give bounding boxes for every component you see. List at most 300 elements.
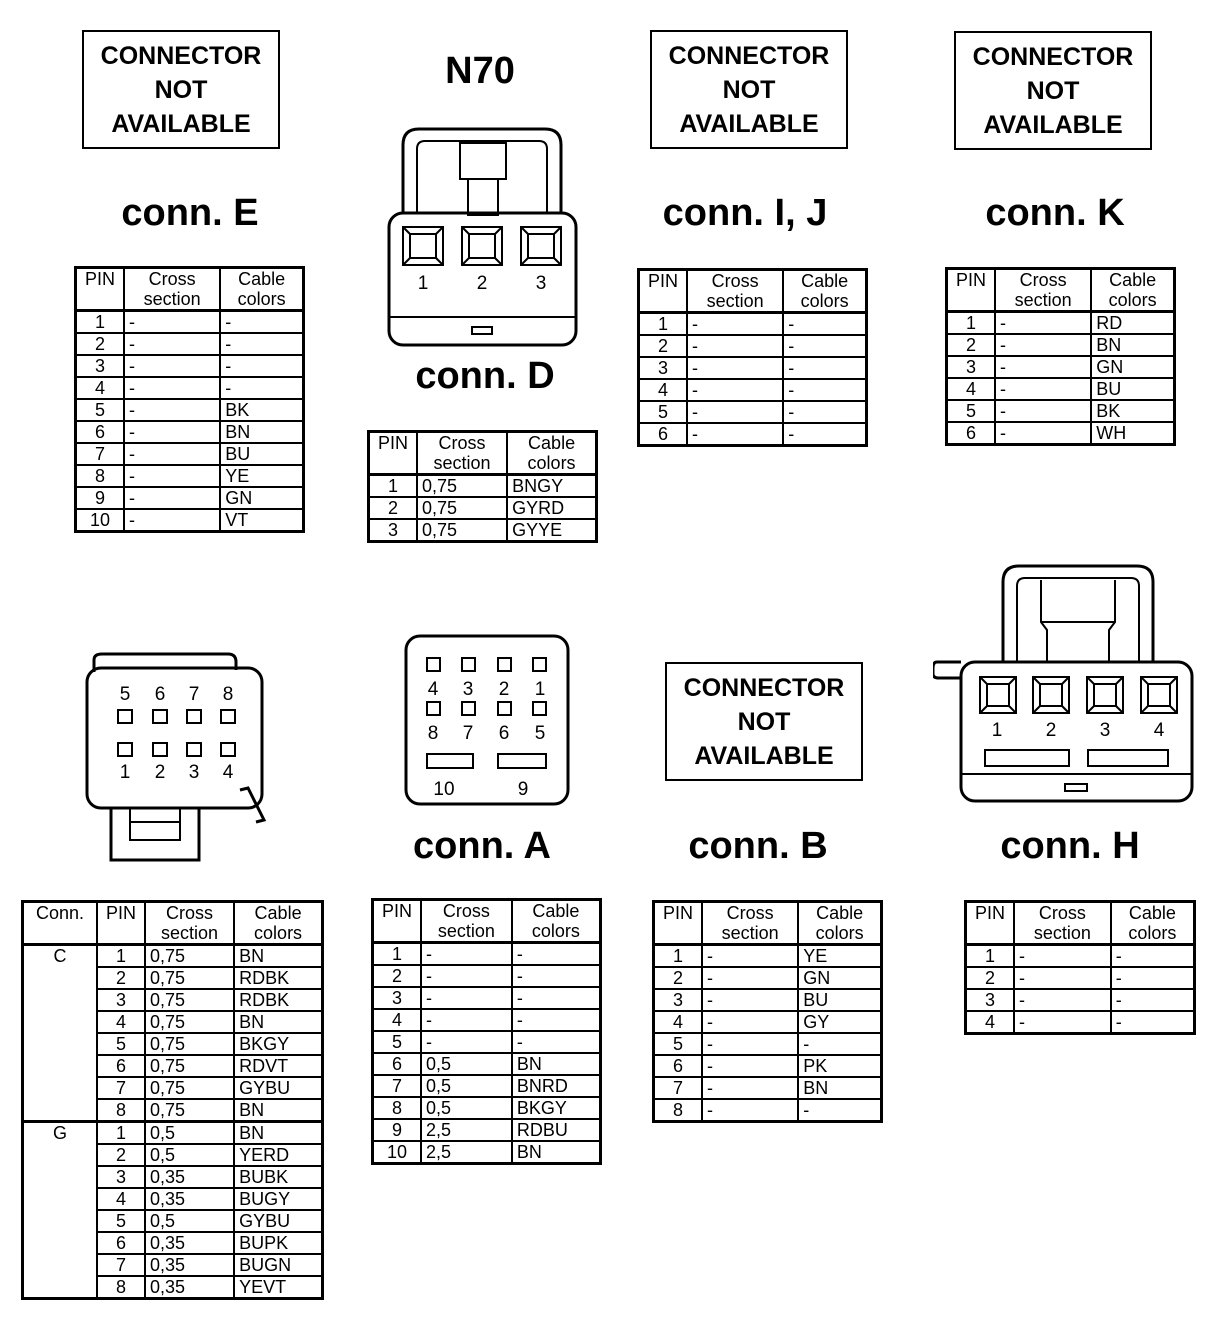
conn-d-title: conn. D <box>415 355 555 397</box>
header-line: Cross <box>148 269 196 289</box>
pin-cell: 8 <box>97 1276 145 1299</box>
cable-color-cell: GYBU <box>234 1210 322 1232</box>
cable-color-cell: YE <box>220 465 303 487</box>
table-header-row <box>76 268 304 311</box>
cable-colors-header <box>783 270 866 313</box>
table-row <box>947 356 1175 378</box>
pin-cell: 7 <box>654 1077 703 1099</box>
cross-section-cell: 0,5 <box>421 1097 512 1119</box>
na-line: AVAILABLE <box>983 110 1123 139</box>
cross-section-cell: - <box>124 399 220 421</box>
cable-color-cell: - <box>220 333 303 355</box>
pin-label: 1 <box>534 679 546 700</box>
pin-label: 5 <box>119 684 131 705</box>
table-row <box>654 1033 882 1055</box>
pin-cell: 1 <box>76 311 125 334</box>
cable-color-cell: RD <box>1091 312 1174 335</box>
cross-section-cell: - <box>124 421 220 443</box>
pin-cell: 3 <box>97 1166 145 1188</box>
na-line: AVAILABLE <box>111 109 251 138</box>
pin-label: 7 <box>188 684 200 705</box>
cross-section-cell: 0,5 <box>145 1122 234 1145</box>
table-row <box>639 357 867 379</box>
cable-color-cell: - <box>512 987 601 1009</box>
na-line: CONNECTOR <box>668 41 830 70</box>
cross-section-cell: 0,35 <box>145 1276 234 1299</box>
header-line: Cable <box>532 901 580 921</box>
table-row <box>639 379 867 401</box>
cross-section-cell: - <box>687 423 783 446</box>
pin-cell: 5 <box>947 400 996 422</box>
cable-color-cell: GN <box>798 967 881 989</box>
cable-color-cell: BK <box>1091 400 1174 422</box>
cross-section-cell: - <box>421 987 512 1009</box>
table-row <box>947 378 1175 400</box>
cable-color-cell: - <box>783 313 866 336</box>
pin-cell: 4 <box>966 1011 1015 1034</box>
pin-cell: 7 <box>76 443 125 465</box>
cross-section-cell: - <box>702 945 798 968</box>
cable-color-cell: GYYE <box>507 519 596 542</box>
cable-color-cell: BNRD <box>512 1075 601 1097</box>
pin-cell: 7 <box>373 1075 422 1097</box>
na-line: CONNECTOR <box>972 42 1134 71</box>
pin-cell: 8 <box>97 1099 145 1122</box>
pin-cell: 3 <box>947 356 996 378</box>
cross-section-cell: - <box>1014 967 1111 989</box>
conn-cg-pin-table <box>21 900 324 1300</box>
header-line: Cable <box>1128 903 1176 923</box>
table-row <box>76 311 304 334</box>
cross-section-cell: - <box>702 1011 798 1033</box>
cable-color-cell: - <box>512 1031 601 1053</box>
table-row <box>966 989 1195 1011</box>
table-row <box>654 1077 882 1099</box>
cable-color-cell: - <box>798 1033 881 1055</box>
cross-section-cell: - <box>702 1055 798 1077</box>
table-row <box>373 987 601 1009</box>
pin-cell: 3 <box>97 989 145 1011</box>
cable-color-cell: BK <box>220 399 303 421</box>
table-row <box>966 967 1195 989</box>
pin-cell: 6 <box>654 1055 703 1077</box>
pin-cell: 2 <box>97 967 145 989</box>
cable-color-cell: WH <box>1091 422 1174 445</box>
cable-color-cell: - <box>783 335 866 357</box>
pin-cell: 4 <box>639 379 688 401</box>
header-line: Cross <box>166 903 214 923</box>
cable-color-cell: - <box>1111 967 1195 989</box>
pin-cell: 3 <box>966 989 1015 1011</box>
pin-cell: 4 <box>97 1188 145 1210</box>
conn-d-pin-table <box>367 430 598 543</box>
pin-cell: 5 <box>373 1031 422 1053</box>
table-row <box>654 989 882 1011</box>
cable-color-cell: - <box>783 357 866 379</box>
pin-label: 1 <box>991 720 1003 741</box>
cable-color-cell: - <box>220 311 303 334</box>
cable-color-cell: BN <box>220 421 303 443</box>
pin-cell: 8 <box>76 465 125 487</box>
na-line: NOT <box>154 75 208 104</box>
cable-color-cell: BUGY <box>234 1188 322 1210</box>
cross-section-cell: 0,75 <box>145 989 234 1011</box>
cross-section-cell: - <box>687 401 783 423</box>
table-row <box>654 945 882 968</box>
header-line: section <box>161 923 219 943</box>
cable-color-cell: BN <box>234 1122 322 1145</box>
header-line: colors <box>1128 923 1177 943</box>
cross-section-cell: - <box>1014 945 1111 968</box>
cross-section-cell: 0,75 <box>417 475 507 498</box>
na-line: AVAILABLE <box>694 741 834 770</box>
table-row <box>369 497 597 519</box>
table-row <box>639 313 867 336</box>
pin-label: 4 <box>222 762 234 783</box>
conn-e-pin-table <box>74 266 305 533</box>
cross-section-cell: - <box>421 965 512 987</box>
cross-section-cell: - <box>995 400 1091 422</box>
pin-cell: 5 <box>97 1033 145 1055</box>
cross-section-cell: 0,35 <box>145 1232 234 1254</box>
cable-color-cell: YERD <box>234 1144 322 1166</box>
cable-color-cell: BUPK <box>234 1232 322 1254</box>
na-line: NOT <box>722 75 776 104</box>
table-row <box>654 1011 882 1033</box>
pin-label: 3 <box>1099 720 1111 741</box>
table-header-row <box>947 269 1175 312</box>
pin-label: 4 <box>427 679 439 700</box>
pin-cell: 7 <box>97 1077 145 1099</box>
cable-color-cell: BN <box>512 1141 601 1164</box>
header-line: Cross <box>1019 270 1067 290</box>
cross-section-cell: - <box>702 1099 798 1122</box>
pin-cell: 2 <box>966 967 1015 989</box>
pin-cell: 5 <box>639 401 688 423</box>
pin-cell: 1 <box>97 1122 145 1145</box>
conn-b-title: conn. B <box>688 825 828 867</box>
conn-k-pin-table <box>945 267 1176 446</box>
cable-color-cell: GN <box>1091 356 1174 378</box>
pin-cell: 6 <box>97 1232 145 1254</box>
cable-color-cell: VT <box>220 509 303 532</box>
connector-h-diagram <box>933 562 1198 807</box>
pin-cell: 5 <box>97 1210 145 1232</box>
cable-color-cell: BKGY <box>234 1033 322 1055</box>
na-line: AVAILABLE <box>679 109 819 138</box>
connector-not-available-e <box>82 30 280 149</box>
cross-section-cell: 0,75 <box>417 519 507 542</box>
table-row <box>373 943 601 966</box>
cross-section-cell: - <box>421 943 512 966</box>
pin-cell: 2 <box>369 497 418 519</box>
conn-e-title: conn. E <box>121 192 259 234</box>
pin-cell: 1 <box>373 943 422 966</box>
cable-color-cell: - <box>512 965 601 987</box>
pin-label: 9 <box>517 779 529 800</box>
pin-label: 10 <box>433 779 455 800</box>
pin-label: 4 <box>1153 720 1165 741</box>
cross-section-cell: 0,35 <box>145 1254 234 1276</box>
table-row <box>76 465 304 487</box>
table-row <box>373 1119 601 1141</box>
na-line: CONNECTOR <box>100 41 262 70</box>
table-row <box>639 423 867 446</box>
cross-section-cell: - <box>995 356 1091 378</box>
table-row <box>76 399 304 421</box>
table-header-row <box>654 902 882 945</box>
table-row <box>76 421 304 443</box>
pin-cell: 6 <box>373 1053 422 1075</box>
cross-section-header <box>1014 902 1111 945</box>
cable-colors-header <box>1091 269 1174 312</box>
cable-color-cell: - <box>798 1099 881 1122</box>
cross-section-cell: - <box>1014 989 1111 1011</box>
cable-colors-header <box>798 902 881 945</box>
pin-label: 2 <box>154 762 166 783</box>
cross-section-cell: 0,75 <box>145 1077 234 1099</box>
pin-cell: 1 <box>639 313 688 336</box>
table-row <box>947 312 1175 335</box>
cross-section-cell: - <box>124 333 220 355</box>
cable-color-cell: BU <box>1091 378 1174 400</box>
conn-group-cell: C <box>23 945 98 1122</box>
header-line: section <box>143 289 201 309</box>
pin-cell: 2 <box>373 965 422 987</box>
table-row <box>966 945 1195 968</box>
header-line: Cable <box>816 903 864 923</box>
table-row <box>947 334 1175 356</box>
cross-section-cell: 0,75 <box>145 1033 234 1055</box>
table-row <box>639 335 867 357</box>
header-line: colors <box>254 923 303 943</box>
pin-label: 2 <box>476 273 488 294</box>
conn-k-title: conn. K <box>985 192 1125 234</box>
cross-section-cell: - <box>995 378 1091 400</box>
cross-section-cell: 0,35 <box>145 1188 234 1210</box>
pin-label: 1 <box>417 273 429 294</box>
header-line: Cable <box>238 269 286 289</box>
cross-section-cell: - <box>124 311 220 334</box>
header-line: Cross <box>711 271 759 291</box>
pin-cell: 4 <box>654 1011 703 1033</box>
cable-color-cell: - <box>220 377 303 399</box>
pin-label: 2 <box>498 679 510 700</box>
header-line: colors <box>531 921 580 941</box>
cross-section-cell: - <box>687 313 783 336</box>
cable-color-cell: - <box>783 379 866 401</box>
cable-color-cell: - <box>783 401 866 423</box>
table-row <box>947 400 1175 422</box>
cable-color-cell: GYRD <box>507 497 596 519</box>
cable-colors-header <box>507 432 596 475</box>
pin-cell: 9 <box>373 1119 422 1141</box>
pin-cell: 4 <box>76 377 125 399</box>
header-line: Cable <box>254 903 302 923</box>
cable-color-cell: BNGY <box>507 475 596 498</box>
pin-header: PIN <box>373 900 422 943</box>
cable-color-cell: GY <box>798 1011 881 1033</box>
header-line: Cross <box>442 901 490 921</box>
pin-label: 2 <box>1045 720 1057 741</box>
cross-section-header <box>421 900 512 943</box>
pin-header: PIN <box>654 902 703 945</box>
cable-color-cell: RDBU <box>512 1119 601 1141</box>
pin-cell: 3 <box>639 357 688 379</box>
pin-cell: 4 <box>97 1011 145 1033</box>
pin-cell: 2 <box>97 1144 145 1166</box>
pin-label: 8 <box>222 684 234 705</box>
header-line: colors <box>815 923 864 943</box>
cable-color-cell: BN <box>512 1053 601 1075</box>
table-row <box>947 422 1175 445</box>
pin-header: PIN <box>97 902 145 945</box>
cross-section-cell: 0,75 <box>145 1011 234 1033</box>
cross-section-cell: - <box>124 487 220 509</box>
pin-cell: 4 <box>373 1009 422 1031</box>
cross-section-cell: - <box>124 509 220 532</box>
cross-section-cell: - <box>995 422 1091 445</box>
cross-section-header <box>995 269 1091 312</box>
conn-ij-title: conn. I, J <box>662 192 828 234</box>
header-line: Cross <box>438 433 486 453</box>
conn-ij-pin-table <box>637 268 868 447</box>
conn-h-title: conn. H <box>1000 825 1140 867</box>
header-line: Cable <box>1109 270 1157 290</box>
pin-cell: 1 <box>369 475 418 498</box>
table-row <box>369 519 597 542</box>
cable-color-cell: BN <box>234 945 322 968</box>
pin-cell: 6 <box>639 423 688 446</box>
cross-section-cell: 0,75 <box>145 1055 234 1077</box>
cross-section-cell: - <box>124 355 220 377</box>
conn-b-pin-table <box>652 900 883 1123</box>
cross-section-cell: - <box>995 312 1091 335</box>
pin-cell: 3 <box>373 987 422 1009</box>
header-line: section <box>706 291 764 311</box>
table-row <box>373 1053 601 1075</box>
conn-a-pin-table <box>371 898 602 1165</box>
pin-cell: 6 <box>76 421 125 443</box>
header-line: section <box>1014 290 1072 310</box>
pin-cell: 3 <box>654 989 703 1011</box>
connector-not-available-ij <box>650 30 848 149</box>
pin-cell: 6 <box>947 422 996 445</box>
cross-section-cell: - <box>687 379 783 401</box>
pin-cell: 1 <box>654 945 703 968</box>
cross-section-cell: - <box>124 377 220 399</box>
pin-cell: 8 <box>373 1097 422 1119</box>
table-row <box>966 1011 1195 1034</box>
pin-cell: 1 <box>947 312 996 335</box>
header-line: Cable <box>528 433 576 453</box>
cable-color-cell: GN <box>220 487 303 509</box>
cable-colors-header <box>512 900 601 943</box>
conn-header: Conn. <box>23 902 98 945</box>
cross-section-cell: 2,5 <box>421 1141 512 1164</box>
cross-section-cell: - <box>702 1077 798 1099</box>
pin-cell: 2 <box>76 333 125 355</box>
device-title-n70: N70 <box>445 50 515 92</box>
cable-color-cell: - <box>1111 1011 1195 1034</box>
cable-color-cell: BN <box>234 1099 322 1122</box>
cable-color-cell: GYBU <box>234 1077 322 1099</box>
pin-header: PIN <box>639 270 688 313</box>
cross-section-cell: - <box>702 989 798 1011</box>
cable-color-cell: - <box>1111 945 1195 968</box>
table-header-row <box>373 900 601 943</box>
pin-label: 3 <box>462 679 474 700</box>
pin-cell: 4 <box>947 378 996 400</box>
pin-header: PIN <box>76 268 125 311</box>
table-row <box>76 487 304 509</box>
pin-label: 7 <box>462 723 474 744</box>
cable-color-cell: RDBK <box>234 967 322 989</box>
pin-cell: 2 <box>639 335 688 357</box>
pin-cell: 10 <box>76 509 125 532</box>
table-row <box>639 401 867 423</box>
pin-cell: 10 <box>373 1141 422 1164</box>
cross-section-cell: 0,5 <box>145 1210 234 1232</box>
cross-section-cell: - <box>1014 1011 1111 1034</box>
conn-a-title: conn. A <box>413 825 551 867</box>
pin-cell: 3 <box>369 519 418 542</box>
table-header-row <box>639 270 867 313</box>
pin-label: 8 <box>427 723 439 744</box>
table-row <box>373 1141 601 1164</box>
cross-section-cell: 0,75 <box>145 945 234 968</box>
na-line: NOT <box>737 707 791 736</box>
na-line: CONNECTOR <box>683 673 845 702</box>
cable-color-cell: RDVT <box>234 1055 322 1077</box>
connector-not-available-b <box>665 662 863 781</box>
cable-color-cell: YEVT <box>234 1276 322 1299</box>
cross-section-header <box>417 432 507 475</box>
pin-cell: 6 <box>97 1055 145 1077</box>
cable-color-cell: BN <box>798 1077 881 1099</box>
table-header-row <box>23 902 323 945</box>
conn-group-cell: G <box>23 1122 98 1299</box>
cable-color-cell: - <box>1111 989 1195 1011</box>
header-line: colors <box>527 453 576 473</box>
connector-a-diagram <box>403 633 573 808</box>
header-line: colors <box>800 291 849 311</box>
pin-cell: 1 <box>97 945 145 968</box>
conn-h-pin-table <box>964 900 1196 1035</box>
cross-section-cell: 0,5 <box>145 1144 234 1166</box>
table-row <box>76 509 304 532</box>
table-row <box>373 965 601 987</box>
header-line: section <box>433 453 491 473</box>
cross-section-header <box>702 902 798 945</box>
table-row <box>654 967 882 989</box>
pin-label: 6 <box>498 723 510 744</box>
cable-color-cell: BU <box>220 443 303 465</box>
table-row <box>76 333 304 355</box>
cross-section-cell: - <box>702 1033 798 1055</box>
cross-section-cell: 0,5 <box>421 1053 512 1075</box>
pin-label: 6 <box>154 684 166 705</box>
cable-color-cell: BU <box>798 989 881 1011</box>
cross-section-header <box>687 270 783 313</box>
cross-section-cell: - <box>421 1031 512 1053</box>
cross-section-cell: - <box>702 967 798 989</box>
table-row <box>654 1055 882 1077</box>
cable-color-cell: PK <box>798 1055 881 1077</box>
cable-color-cell: BKGY <box>512 1097 601 1119</box>
pin-cell: 2 <box>947 334 996 356</box>
pin-cell: 7 <box>97 1254 145 1276</box>
